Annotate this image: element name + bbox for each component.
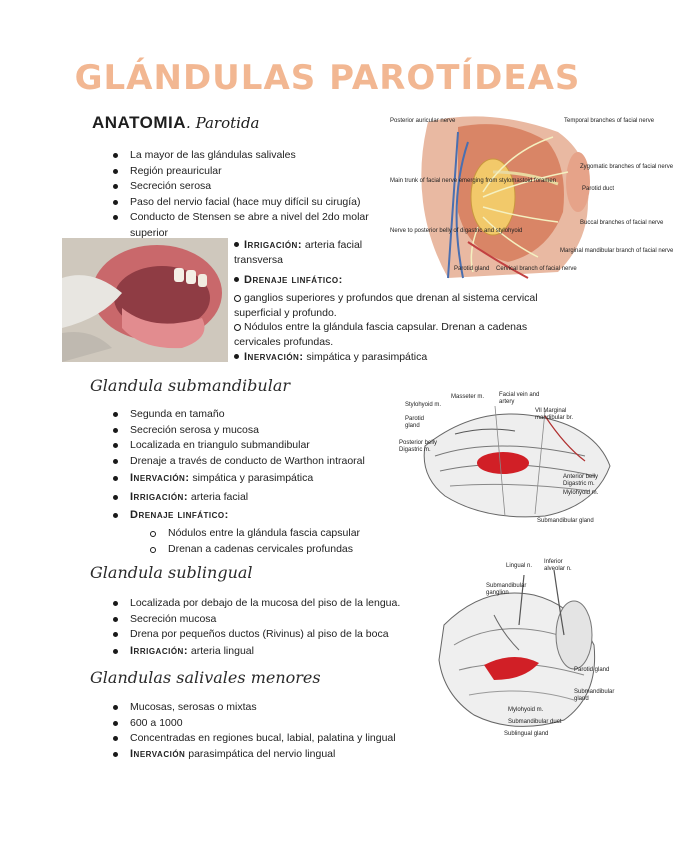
parotid-anatomy-figure	[388, 112, 673, 278]
list-item: Drenaje a través de conducto de Warthon intraoral	[130, 454, 400, 470]
list-item: Localizada por debajo de la mucosa del piso de la lengua.	[130, 596, 420, 612]
irrigacion-label: Irrigación:	[130, 644, 188, 657]
figure-label: Anterior belly Digastric m.	[563, 474, 599, 487]
clinical-mouth-photo	[62, 238, 228, 362]
inervacion-text: simpática y parasimpática	[192, 472, 314, 484]
list-item: Drenan a cadenas cervicales profundas	[168, 542, 388, 558]
list-item: Concentradas en regiones bucal, labial, palatina y lingual	[130, 731, 420, 747]
sublingual-figure	[424, 555, 629, 745]
drenaje-label: Drenaje linfático:	[244, 274, 343, 286]
page-title: GLÁNDULAS PAROTÍDEAS	[74, 58, 581, 98]
anatomia-drenaje-item	[234, 291, 564, 321]
figure-label: Stylohyoid m.	[405, 402, 442, 408]
irrigacion-text: arteria facial	[190, 490, 249, 503]
figure-label: Submandibular ganglion	[486, 583, 527, 596]
list-item	[130, 644, 420, 660]
figure-label: Submandibular duct	[508, 719, 562, 725]
list-item: Segunda en tamaño	[130, 407, 400, 423]
list-item	[130, 490, 400, 506]
figure-label: Mylohyoid m.	[508, 707, 544, 713]
figure-label: Parotid gland	[405, 416, 425, 429]
ring-bullet-icon	[234, 295, 241, 302]
figure-label: Submandibular gland	[537, 518, 594, 524]
list-item: Nódulos entre la glándula fascia capsular	[168, 526, 388, 542]
list-item: 600 a 1000	[130, 716, 420, 732]
list-item	[130, 508, 400, 524]
figure-label: Zygomatic branches of facial nerve	[580, 164, 673, 170]
irrigacion-label: Irrigación:	[130, 490, 188, 503]
submandibular-drenaje-list	[168, 526, 388, 557]
figure-label: Main trunk of facial nerve emerging from stylomastoid foramen	[390, 178, 557, 184]
drenaje-label: Drenaje linfático:	[130, 509, 229, 521]
figure-label: Submandibular gland	[574, 689, 615, 702]
figure-label: Sublingual gland	[504, 731, 549, 737]
figure-label: Parotid gland	[454, 266, 490, 272]
irrigacion-text: arteria facial transversa	[234, 239, 363, 266]
list-item: Región preauricular	[130, 164, 380, 180]
submandibular-heading: Glandula submandibular	[90, 376, 291, 395]
drenaje-item-text: ganglios superiores y profundos que drenan al sistema cervical superficial y profundo.	[234, 292, 538, 319]
bullet-icon	[234, 277, 239, 282]
sublingual-heading: Glandula sublingual	[90, 563, 253, 582]
menores-bullet-list	[130, 700, 420, 762]
mouth-photo-illustration	[62, 238, 228, 362]
list-item	[130, 747, 420, 763]
anatomia-irrigacion	[234, 238, 384, 268]
ring-bullet-icon	[234, 324, 241, 331]
figure-label: Temporal branches of facial nerve	[564, 118, 655, 124]
bullet-icon	[234, 242, 239, 247]
bullet-icon	[234, 354, 239, 359]
list-item: La mayor de las glándulas salivales	[130, 148, 380, 164]
list-item: Localizada en triangulo submandibular	[130, 438, 400, 454]
irrigacion-label: Irrigación:	[244, 239, 302, 251]
figure-label: Inferior alveolar n.	[544, 559, 572, 572]
list-item: Secreción serosa y mucosa	[130, 423, 400, 439]
figure-label: Vll Marginal mandibular br.	[535, 408, 574, 421]
list-item	[130, 471, 400, 487]
menores-heading: Glandulas salivales menores	[90, 668, 321, 687]
inervacion-label: Inervación:	[130, 472, 190, 484]
submandibular-figure	[395, 386, 625, 532]
anatomia-drenaje-item	[234, 320, 544, 350]
figure-label: Mylohyoid m.	[563, 490, 599, 496]
submandibular-bullet-list	[130, 407, 400, 524]
drenaje-item-text: Nódulos entre la glándula fascia capsular. Drenan a cadenas cervicales profundas.	[234, 321, 528, 348]
anatomia-heading	[92, 113, 260, 133]
figure-label: Parotid duct	[582, 186, 615, 192]
inervacion-label: Inervación	[130, 747, 186, 760]
figure-label: Cervical branch of facial nerve	[496, 266, 577, 272]
list-item: Secreción mucosa	[130, 612, 420, 628]
anatomia-bullet-list	[130, 148, 380, 241]
list-item: Mucosas, serosas o mixtas	[130, 700, 420, 716]
sublingual-bullet-list	[130, 596, 420, 659]
list-item: Secreción serosa	[130, 179, 380, 195]
irrigacion-text: arteria lingual	[190, 644, 254, 657]
figure-label: Lingual n.	[506, 563, 533, 569]
figure-label: Marginal mandibular branch of facial nerve	[560, 248, 673, 254]
inervacion-text: simpática y parasimpática	[306, 351, 428, 363]
figure-label: Buccal branches of facial nerve	[580, 220, 664, 226]
list-item: Paso del nervio facial (hace muy difícil su cirugía)	[130, 195, 380, 211]
figure-label: Nerve to posterior belly of digastric and stylohyoid	[390, 228, 523, 234]
figure-label: Masseter m.	[451, 394, 485, 400]
anatomia-heading-script: . Parotida	[186, 114, 260, 132]
figure-label: Facial vein and artery	[499, 392, 540, 405]
inervacion-text: parasimpática del nervio lingual	[188, 747, 336, 760]
list-item: Conducto de Stensen se abre a nivel del 2do molar superior	[130, 210, 380, 241]
figure-label: Posterior belly Digastric m.	[399, 440, 438, 453]
anatomia-inervacion	[234, 350, 514, 365]
inervacion-label: Inervación:	[244, 351, 304, 363]
list-item: Drena por pequeños ductos (Rivinus) al piso de la boca	[130, 627, 420, 643]
anatomia-heading-bold: ANATOMIA	[92, 113, 187, 132]
figure-label: Posterior auricular nerve	[390, 118, 456, 124]
anatomia-drenaje	[234, 273, 343, 288]
figure-label: Parotid gland	[574, 667, 610, 673]
